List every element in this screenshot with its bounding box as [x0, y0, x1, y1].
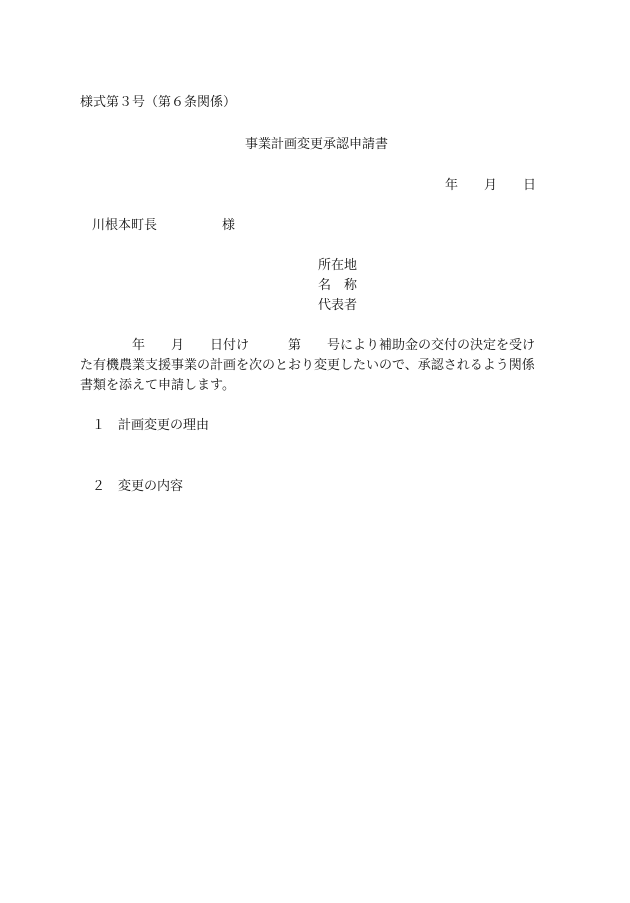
section-heading-change-content: ２ 変更の内容 — [92, 479, 184, 494]
applicant-representative-label: 代表者 — [318, 298, 358, 313]
body-text-line: 書類を添えて申請します。 — [80, 378, 235, 393]
body-text-line: た有機農業支援事業の計画を次のとおり変更したいので、承認されるよう関係 — [80, 358, 535, 373]
date-line: 年 月 日 — [445, 178, 537, 193]
applicant-address-label: 所在地 — [318, 258, 358, 273]
form-number: 様式第３号（第６条関係） — [80, 95, 237, 110]
document-title: 事業計画変更承認申請書 — [245, 137, 389, 152]
addressee-line: 川根本町長 様 — [92, 218, 236, 233]
section-heading-change-reason: １ 計画変更の理由 — [92, 418, 210, 433]
applicant-name-label: 名 称 — [318, 278, 358, 293]
body-text-line: 年 月 日付け 第 号により補助金の交付の決定を受け — [80, 338, 536, 353]
